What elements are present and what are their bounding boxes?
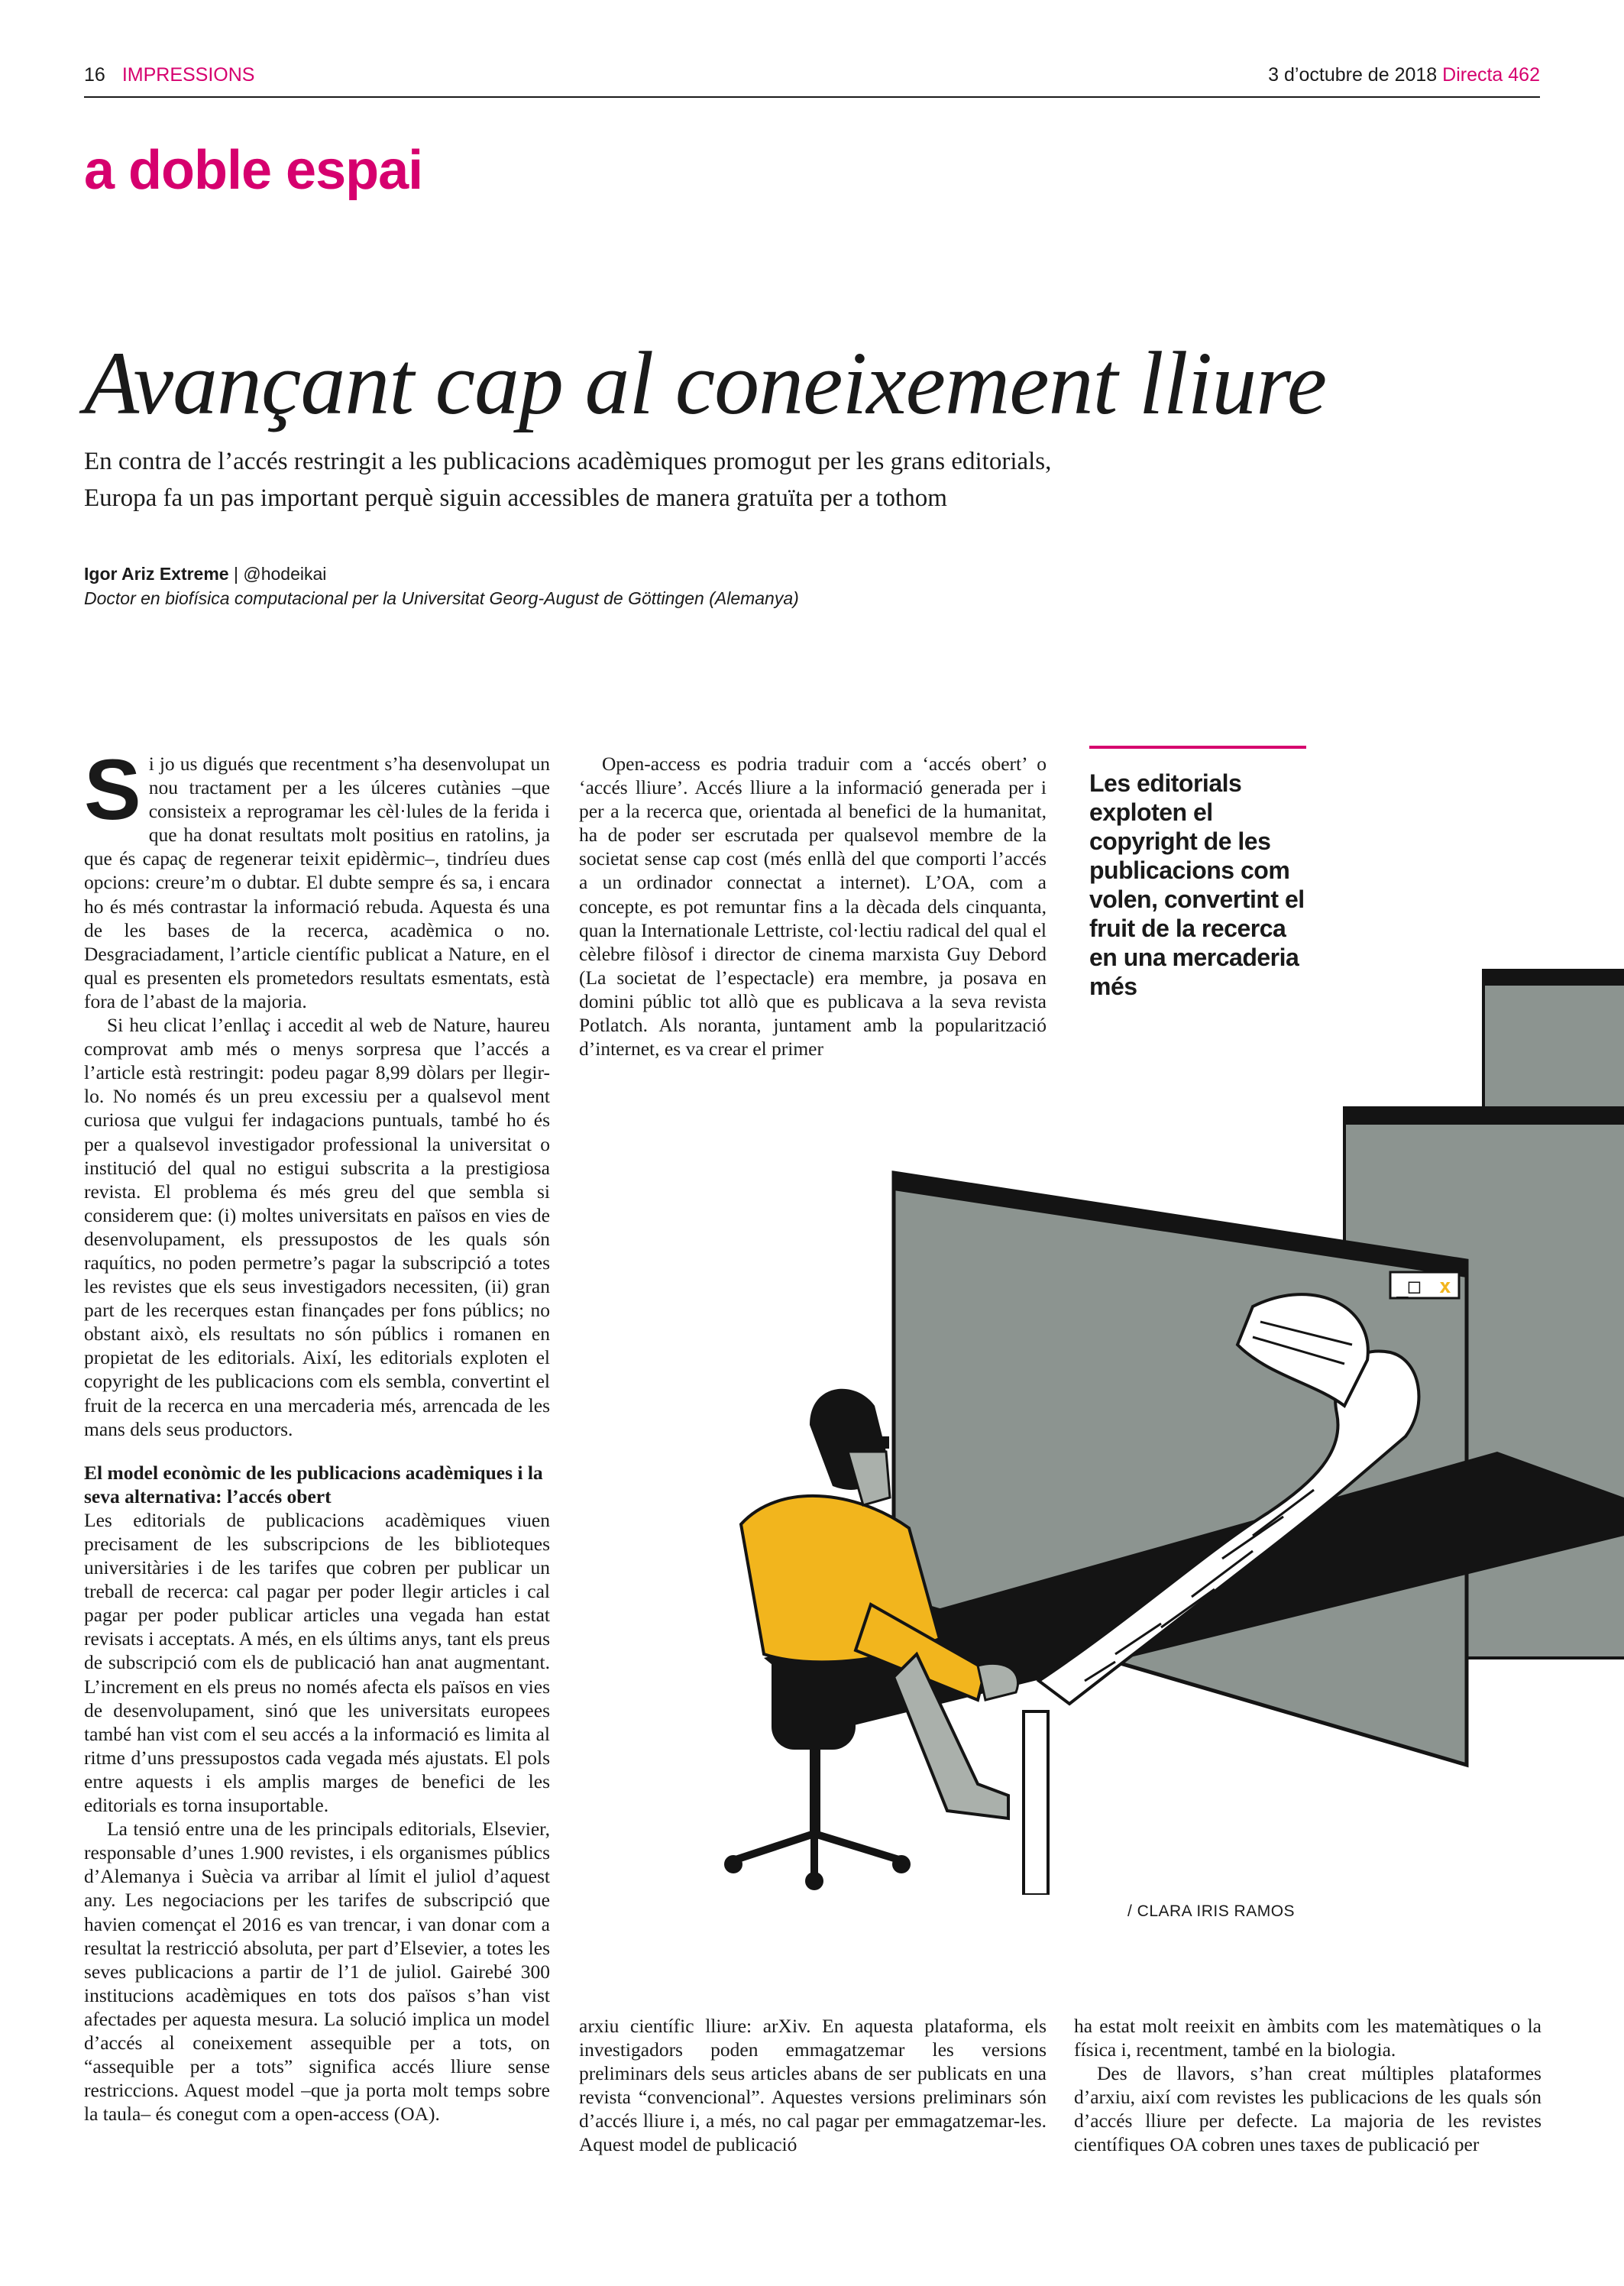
running-header xyxy=(84,64,1540,90)
author-name: Igor Ariz Extreme xyxy=(84,564,229,584)
page-number: 16 xyxy=(84,64,105,86)
publication-issue: Directa 462 xyxy=(1442,64,1540,86)
article-column-3-bottom xyxy=(1074,2014,1542,2157)
article-column-2-bottom xyxy=(579,2014,1047,2157)
svg-text:_□: _□ xyxy=(1396,1275,1421,1298)
byline-separator: | xyxy=(228,564,244,584)
section-title: a doble espai xyxy=(84,140,423,201)
paragraph-1-text: i jo us digués que recentment s’ha desenvolupat un nou tractament per a les úlceres cutànies –que consisteix a reprogramar les cèl·lules de la ferida i que ha donat resultats molt positius en ratolins, ja que és capaç de regenerar teixit epidèrmic–, tindríeu dues opcions: creure’m o dubtar. El dubte sempre és sa, i encara ho és més contrastar la informació rebuda. Aquesta és una de les bases de la recerca, acadèmica o no. Desgraciadament, l’article científic publicat a Nature, en el qual es presenten els prometedors resultats esmentats, està fora de l’abast de la majoria. xyxy=(84,753,550,1012)
paragraph-1 xyxy=(84,742,550,1013)
pull-quote: Les editorials exploten el copyright de les publicacions com volen, convertint el fruit de la recerca en una mercaderia més xyxy=(1089,769,1305,1000)
paragraph-2: Si heu clicat l’enllaç i accedit al web de Nature, haureu comprovat amb més o menys sorpresa que l’accés a l’article està restringit: podeu pagar 8,99 dòlars per llegir-lo. No només és un preu excessiu per a qualsevol ment curiosa que vulgui fer indagacions puntuals, també ho és per a qualsevol investigador professional la universitat o institució del qual no estigui subscrita a la prestigiosa revista. El problema és més greu del que sembla si considerem que: (i) moltes universitats en països en vies de desenvolupament, els pressupostos de les quals són raquítics, no poden permetre’s pagar la subscripció a totes les revistes que els seus investigadors necessiten, (ii) gran part de les recerques estan finançades per fons públics; no obstant això, els resultats no són públics i romanen en propietat de les editorials. Així, les editorials exploten el copyright de les publicacions com els sembla, convertint el fruit de la recerca en una mercaderia més, arrencada de les mans dels seus productors. xyxy=(84,1014,550,1440)
illustration-person-at-computer-icon xyxy=(581,947,1624,1895)
byline xyxy=(84,564,326,584)
paragraph-4: La tensió entre una de les principals editorials, Elsevier, responsable d’unes 1.900 revistes, i els organismes públics d’Alemanya i Suècia va arribar al límit el juliol d’aquest any. Les negociacions per les tarifes de subscripció que havien començat el 2016 es van trencar, i van donar com a resultat la restricció absoluta, per part d’Elsevier, a totes les seves publicacions a partir de l’1 de juliol. Gairebé 300 institucions acadèmiques en tots dos països s’han vist afectades per aquesta mesura. La solució implica un model d’accés al coneixement assequible per a tots, on “assequible per a tots” significa accés lliure sense restriccions. Aquest model –que ja porta molt temps sobre la taula– és conegut com a open-access (OA). xyxy=(84,1818,550,2126)
author-bio: Doctor en biofísica computacional per la Universitat Georg-August de Göttingen (Alemanya) xyxy=(84,588,799,608)
paragraph-5: Open-access es podria traduir com a ‘accés obert’ o ‘accés lliure’. Accés lliure a la informació generada per i per a la recerca que, orientada al benefici de la humanitat, ha de poder ser escrutada per qualsevol membre de la societat sense cap cost (més enllà del que comporti l’accés a un ordinador connectat a internet). L’OA, com a concepte, es pot remuntar fins a la dècada dels cinquanta, quan la Internationale Lettriste, col·lectiu radical del qual el cèlebre filòsof i director de cinema marxista Guy Debord (La societat de l’espectacle) era membre, ja posava en domini públic tot allò que es publicava a la seva revista Potlatch. Als noranta, juntament amb la popularització d’internet, es va crear el primer xyxy=(579,753,1047,1060)
article-column-1 xyxy=(84,742,550,2126)
drop-cap: S xyxy=(84,742,141,837)
section-label: IMPRESSIONS xyxy=(121,64,255,86)
paragraph-3: Les editorials de publicacions acadèmiques viuen precisament de les subscripcions de les biblioteques universitàries i de les tarifes que cobren per publicar un treball de recerca: cal pagar per poder llegir articles i cal pagar per poder publicar articles una vegada han estat revisats i acceptats. A més, en els últims anys, tant els preus de subscripció com els de publicació han anat augmentant. L’increment en els preus no només afecta els països en vies de desenvolupament, sinó que les universitats europees també han vist com el seu accés a la informació es limita al ritme d’uns pressupostos cada vegada més ajustats. El pols entre aquests i els amplis marges de benefici de les editorials es torna insuportable. xyxy=(84,1508,550,1817)
paragraph-6: arxiu científic lliure: arXiv. En aquesta plataforma, els investigadors poden emmagatzemar les versions preliminars dels seus articles abans de ser publicats en una revista “convencional”. Aquestes versions preliminars són d’accés lliure i, a més, no cal pagar per emmagatzemar-les. Aquest model de publicació xyxy=(579,2015,1047,2156)
svg-text:x: x xyxy=(1439,1275,1451,1298)
author-handle: @hodeikai xyxy=(243,564,327,584)
standfirst-line-2: Europa fa un pas important perquè siguin accessibles de manera gratuïta per a tothom xyxy=(84,484,947,512)
subheading: El model econòmic de les publicacions acadèmiques i la seva alternativa: l’accés obert xyxy=(84,1461,543,1507)
standfirst-line-1: En contra de l’accés restringit a les publicacions acadèmiques promogut per les grans editorials, xyxy=(84,448,1052,475)
headline: Avançant cap al coneixement lliure xyxy=(84,333,1327,433)
standfirst xyxy=(84,443,1230,516)
paragraph-7: ha estat molt reeixit en àmbits com les matemàtiques o la física i, recentment, també en la biologia. xyxy=(1074,2015,1542,2061)
issue-date: 3 d’octubre de 2018 xyxy=(1268,64,1438,86)
paragraph-8: Des de llavors, s’han creat múltiples plataformes d’arxiu, així com revistes les publicacions de les quals són d’accés lliure per defecte. La majoria de les revistes científiques OA cobren unes taxes de publicació per xyxy=(1074,2062,1542,2156)
illustration-credit: / CLARA IRIS RAMOS xyxy=(1127,1902,1296,1920)
header-rule xyxy=(84,96,1540,98)
pull-quote-rule xyxy=(1089,746,1306,749)
